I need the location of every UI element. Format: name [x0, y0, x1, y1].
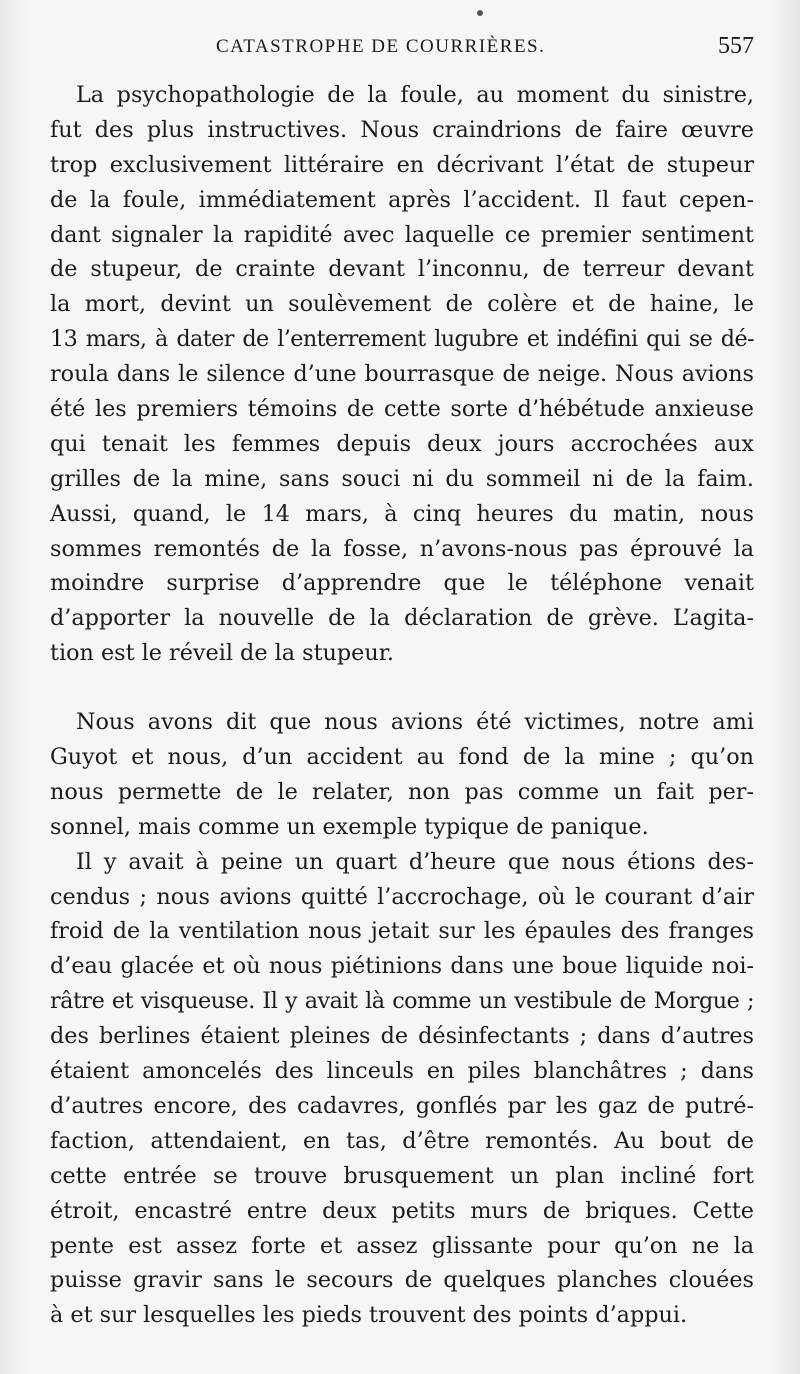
- text-line: tion est le réveil de la stupeur.: [50, 640, 395, 667]
- text-line: roula dans le silence d’une bourrasque de neige. Nous avions: [50, 361, 754, 388]
- paragraph-gap: [50, 671, 754, 705]
- text-line: moindre surprise d’apprendre que le téléphone venait: [50, 570, 754, 597]
- text-line: qui tenait les femmes depuis deux jours accrochées aux: [50, 430, 754, 457]
- text-line: Il y avait à peine un quart d’heure que nous étions des-: [76, 848, 754, 875]
- text-line: des berlines étaient pleines de désinfectants ; dans d’autres: [50, 1023, 754, 1050]
- text-line: 13 mars, à dater de l’enterrement lugubre et indéfini qui se dé-: [50, 326, 754, 353]
- text-line: faction, attendaient, en tas, d’être remontés. Au bout de: [50, 1127, 754, 1154]
- page-number: 557: [718, 33, 754, 59]
- text-line: cendus ; nous avions quitté l’accrochage, où le courant d’air: [50, 883, 754, 910]
- running-header: [50, 33, 754, 66]
- text-line: d’eau glacée et où nous piétinions dans une boue liquide noi-: [50, 953, 754, 980]
- text-line: nous permette de le relater, non pas comme un fait per-: [50, 778, 754, 805]
- text-line: à et sur lesquelles les pieds trouvent des points d’appui.: [50, 1302, 688, 1329]
- text-line: puisse gravir sans le secours de quelques planches clouées: [50, 1267, 754, 1294]
- printer-dot: [477, 10, 483, 16]
- running-title: CATASTROPHE DE COURRIÈRES.: [216, 36, 546, 57]
- text-line: d’apporter la nouvelle de la déclaration de grève. L’agita-: [50, 605, 754, 632]
- text-line: fut des plus instructives. Nous craindrions de faire œuvre: [50, 116, 754, 143]
- text-line: d’autres encore, des cadavres, gonflés par les gaz de putré-: [50, 1092, 754, 1119]
- text-line: cette entrée se trouve brusquement un plan incliné fort: [50, 1162, 754, 1189]
- text-line: froid de la ventilation nous jetait sur les épaules des franges: [50, 918, 754, 945]
- text-line: été les premiers témoins de cette sorte d’hébétude anxieuse: [50, 396, 754, 423]
- text-line: Aussi, quand, le 14 mars, à cinq heures du matin, nous: [50, 500, 754, 527]
- paragraph-1: [50, 78, 754, 671]
- paragraph-2: [50, 705, 754, 845]
- text-line: La psychopathologie de la foule, au moment du sinistre,: [76, 82, 754, 108]
- text-line: étroit, encastré entre deux petits murs de briques. Cette: [50, 1197, 754, 1224]
- text-line: sommes remontés de la fosse, n’avons-nous pas éprouvé la: [50, 535, 754, 562]
- text-line: de stupeur, de crainte devant l’inconnu, de terreur devant: [50, 256, 754, 283]
- text-line: sonnel, mais comme un exemple typique de panique.: [50, 813, 649, 840]
- text-line: étaient amoncelés des linceuls en piles blanchâtres ; dans: [50, 1058, 754, 1085]
- text-line: Guyot et nous, d’un accident au fond de la mine ; qu’on: [50, 744, 754, 771]
- text-line: la mort, devint un soulèvement de colère et de haine, le: [50, 291, 754, 318]
- text-line: dant signaler la rapidité avec laquelle ce premier sentiment: [50, 221, 754, 248]
- text-line: pente est assez forte et assez glissante pour qu’on ne la: [50, 1232, 754, 1259]
- paragraph-3: [50, 845, 754, 1333]
- text-line: grilles de la mine, sans souci ni du sommeil ni de la faim.: [50, 465, 754, 492]
- text-line: de la foule, immédiatement après l’accident. Il faut cepen-: [50, 186, 754, 213]
- text-line: Nous avons dit que nous avions été victimes, notre ami: [76, 709, 754, 736]
- body-text: [50, 78, 754, 1333]
- text-line: trop exclusivement littéraire en décrivant l’état de stupeur: [50, 151, 754, 178]
- text-line: râtre et visqueuse. Il y avait là comme un vestibule de Morgue ;: [50, 988, 754, 1015]
